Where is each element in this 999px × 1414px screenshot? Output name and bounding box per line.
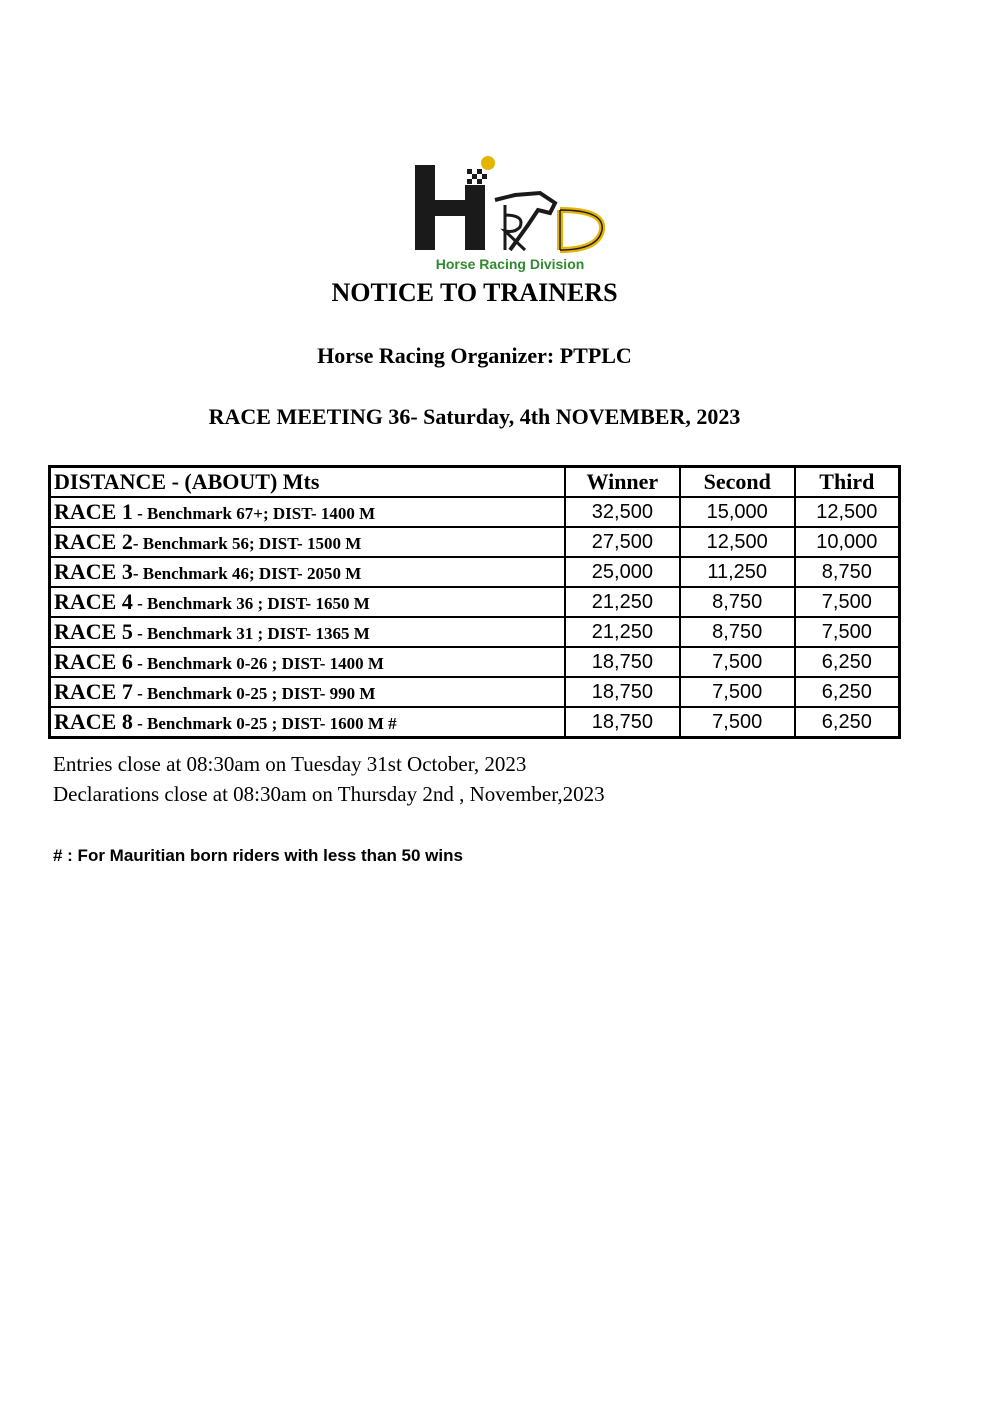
race-label: RACE 4 bbox=[54, 589, 133, 614]
prize-winner: 18,750 bbox=[565, 707, 680, 738]
race-detail: - Benchmark 67+; DIST- 1400 M bbox=[132, 504, 376, 523]
race-label: RACE 7 bbox=[54, 679, 133, 704]
prize-winner: 21,250 bbox=[565, 617, 680, 647]
prize-winner: 27,500 bbox=[565, 527, 680, 557]
race-label: RACE 6 bbox=[54, 649, 133, 674]
prize-third: 8,750 bbox=[795, 557, 900, 587]
race-description bbox=[50, 647, 565, 677]
race-detail: - Benchmark 31 ; DIST- 1365 M bbox=[132, 624, 370, 643]
prize-second: 7,500 bbox=[680, 647, 795, 677]
table-row bbox=[50, 587, 900, 617]
header-distance: DISTANCE - (ABOUT) Mts bbox=[50, 467, 565, 498]
logo-caption: Horse Racing Division bbox=[435, 256, 585, 272]
race-label: RACE 3 bbox=[54, 559, 133, 584]
header-winner: Winner bbox=[565, 467, 680, 498]
race-description bbox=[50, 557, 565, 587]
race-description bbox=[50, 527, 565, 557]
race-detail: - Benchmark 0-25 ; DIST- 990 M bbox=[132, 684, 376, 703]
table-header-row bbox=[50, 467, 900, 498]
race-label: RACE 5 bbox=[54, 619, 133, 644]
race-detail: - Benchmark 46; DIST- 2050 M bbox=[132, 564, 362, 583]
race-description bbox=[50, 587, 565, 617]
prize-second: 7,500 bbox=[680, 677, 795, 707]
prize-second: 15,000 bbox=[680, 497, 795, 527]
declarations-close-note: Declarations close at 08:30am on Thursday 2nd , November,2023 bbox=[53, 782, 605, 806]
prize-second: 12,500 bbox=[680, 527, 795, 557]
meeting-line: RACE MEETING 36- Saturday, 4th NOVEMBER, 2023 bbox=[208, 404, 741, 429]
prize-third: 6,250 bbox=[795, 707, 900, 738]
prize-second: 11,250 bbox=[680, 557, 795, 587]
table-row bbox=[50, 677, 900, 707]
header-third: Third bbox=[795, 467, 900, 498]
race-label: RACE 2 bbox=[54, 529, 133, 554]
race-description bbox=[50, 497, 565, 527]
prize-third: 6,250 bbox=[795, 647, 900, 677]
race-description bbox=[50, 677, 565, 707]
race-table bbox=[48, 465, 901, 739]
prize-second: 8,750 bbox=[680, 587, 795, 617]
prize-third: 10,000 bbox=[795, 527, 900, 557]
footnote: # : For Mauritian born riders with less than 50 wins bbox=[53, 846, 463, 865]
prize-second: 8,750 bbox=[680, 617, 795, 647]
race-label: RACE 8 bbox=[54, 709, 133, 734]
table-row bbox=[50, 647, 900, 677]
race-description bbox=[50, 617, 565, 647]
table-row bbox=[50, 527, 900, 557]
table-row bbox=[50, 707, 900, 738]
prize-third: 7,500 bbox=[795, 587, 900, 617]
prize-third: 6,250 bbox=[795, 677, 900, 707]
race-detail: - Benchmark 36 ; DIST- 1650 M bbox=[132, 594, 370, 613]
prize-third: 7,500 bbox=[795, 617, 900, 647]
race-label: RACE 1 bbox=[54, 499, 133, 524]
prize-third: 12,500 bbox=[795, 497, 900, 527]
page-title: NOTICE TO TRAINERS bbox=[331, 278, 618, 307]
prize-winner: 18,750 bbox=[565, 647, 680, 677]
table-row bbox=[50, 557, 900, 587]
entries-close-note: Entries close at 08:30am on Tuesday 31st October, 2023 bbox=[53, 752, 527, 776]
table-row bbox=[50, 497, 900, 527]
prize-winner: 21,250 bbox=[565, 587, 680, 617]
organizer-line: Horse Racing Organizer: PTPLC bbox=[317, 343, 632, 368]
header-second: Second bbox=[680, 467, 795, 498]
prize-winner: 25,000 bbox=[565, 557, 680, 587]
race-detail: - Benchmark 56; DIST- 1500 M bbox=[132, 534, 362, 553]
race-description bbox=[50, 707, 565, 738]
prize-winner: 18,750 bbox=[565, 677, 680, 707]
race-table-body bbox=[50, 497, 900, 738]
table-row bbox=[50, 617, 900, 647]
prize-winner: 32,500 bbox=[565, 497, 680, 527]
race-detail: - Benchmark 0-25 ; DIST- 1600 M # bbox=[132, 714, 397, 733]
race-detail: - Benchmark 0-26 ; DIST- 1400 M bbox=[132, 654, 384, 673]
prize-second: 7,500 bbox=[680, 707, 795, 738]
